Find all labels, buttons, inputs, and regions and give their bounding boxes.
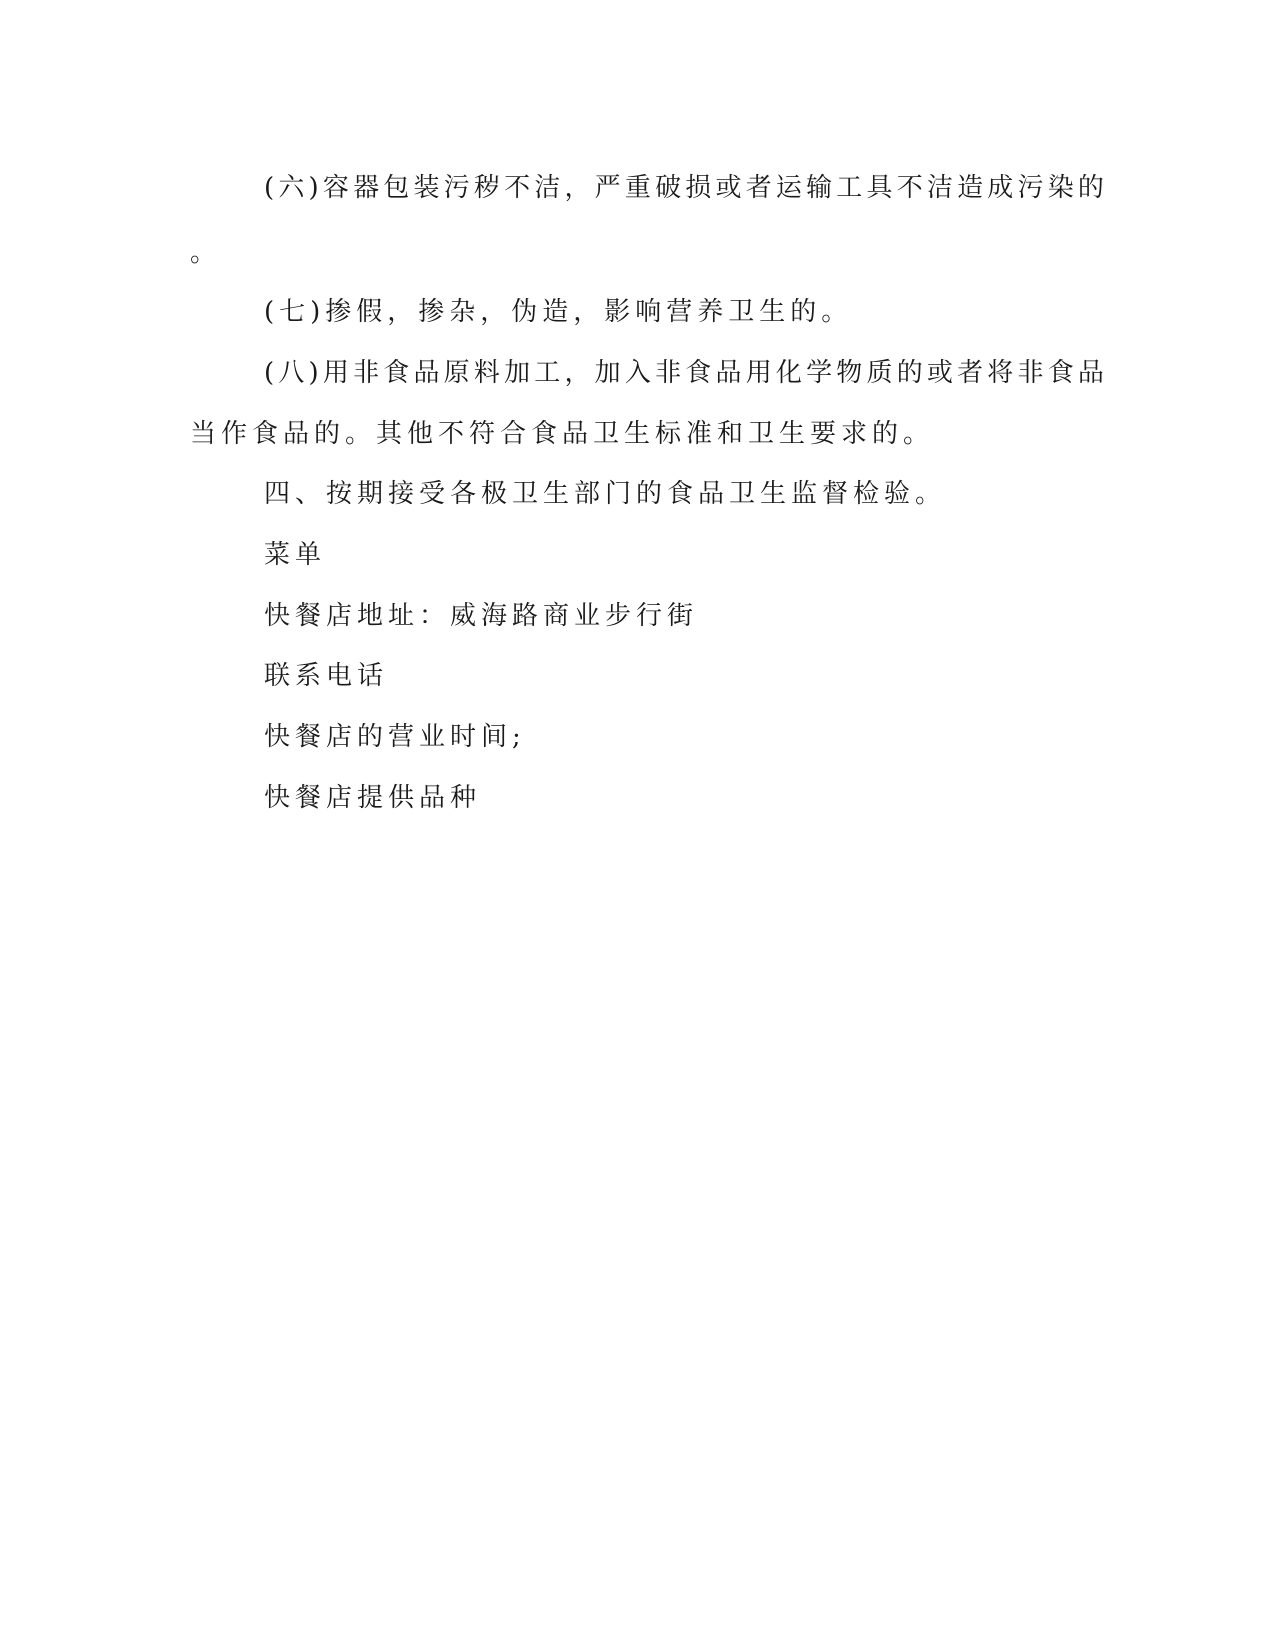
restaurant-address: 快餐店地址：威海路商业步行街 xyxy=(264,601,699,631)
section-four: 四、按期接受各极卫生部门的食品卫生监督检验。 xyxy=(264,479,947,509)
paragraph-seven: (七)掺假，掺杂，伪造，影响营养卫生的。 xyxy=(264,297,853,327)
paragraph-six-line-2: 。 xyxy=(190,238,222,268)
paragraph-eight-line-2: 当作食品的。其他不符合食品卫生标准和卫生要求的。 xyxy=(190,419,935,449)
contact-phone: 联系电话 xyxy=(264,661,389,691)
paragraph-six-line-1: (六)容器包装污秽不洁，严重破损或者运输工具不洁造成污染的 xyxy=(264,173,1109,203)
paragraph-eight-line-1: (八)用非食品原料加工，加入非食品用化学物质的或者将非食品 xyxy=(264,358,1109,388)
business-hours: 快餐店的营业时间; xyxy=(264,722,526,752)
menu-varieties: 快餐店提供品种 xyxy=(264,783,482,813)
menu-heading: 菜单 xyxy=(264,540,327,570)
